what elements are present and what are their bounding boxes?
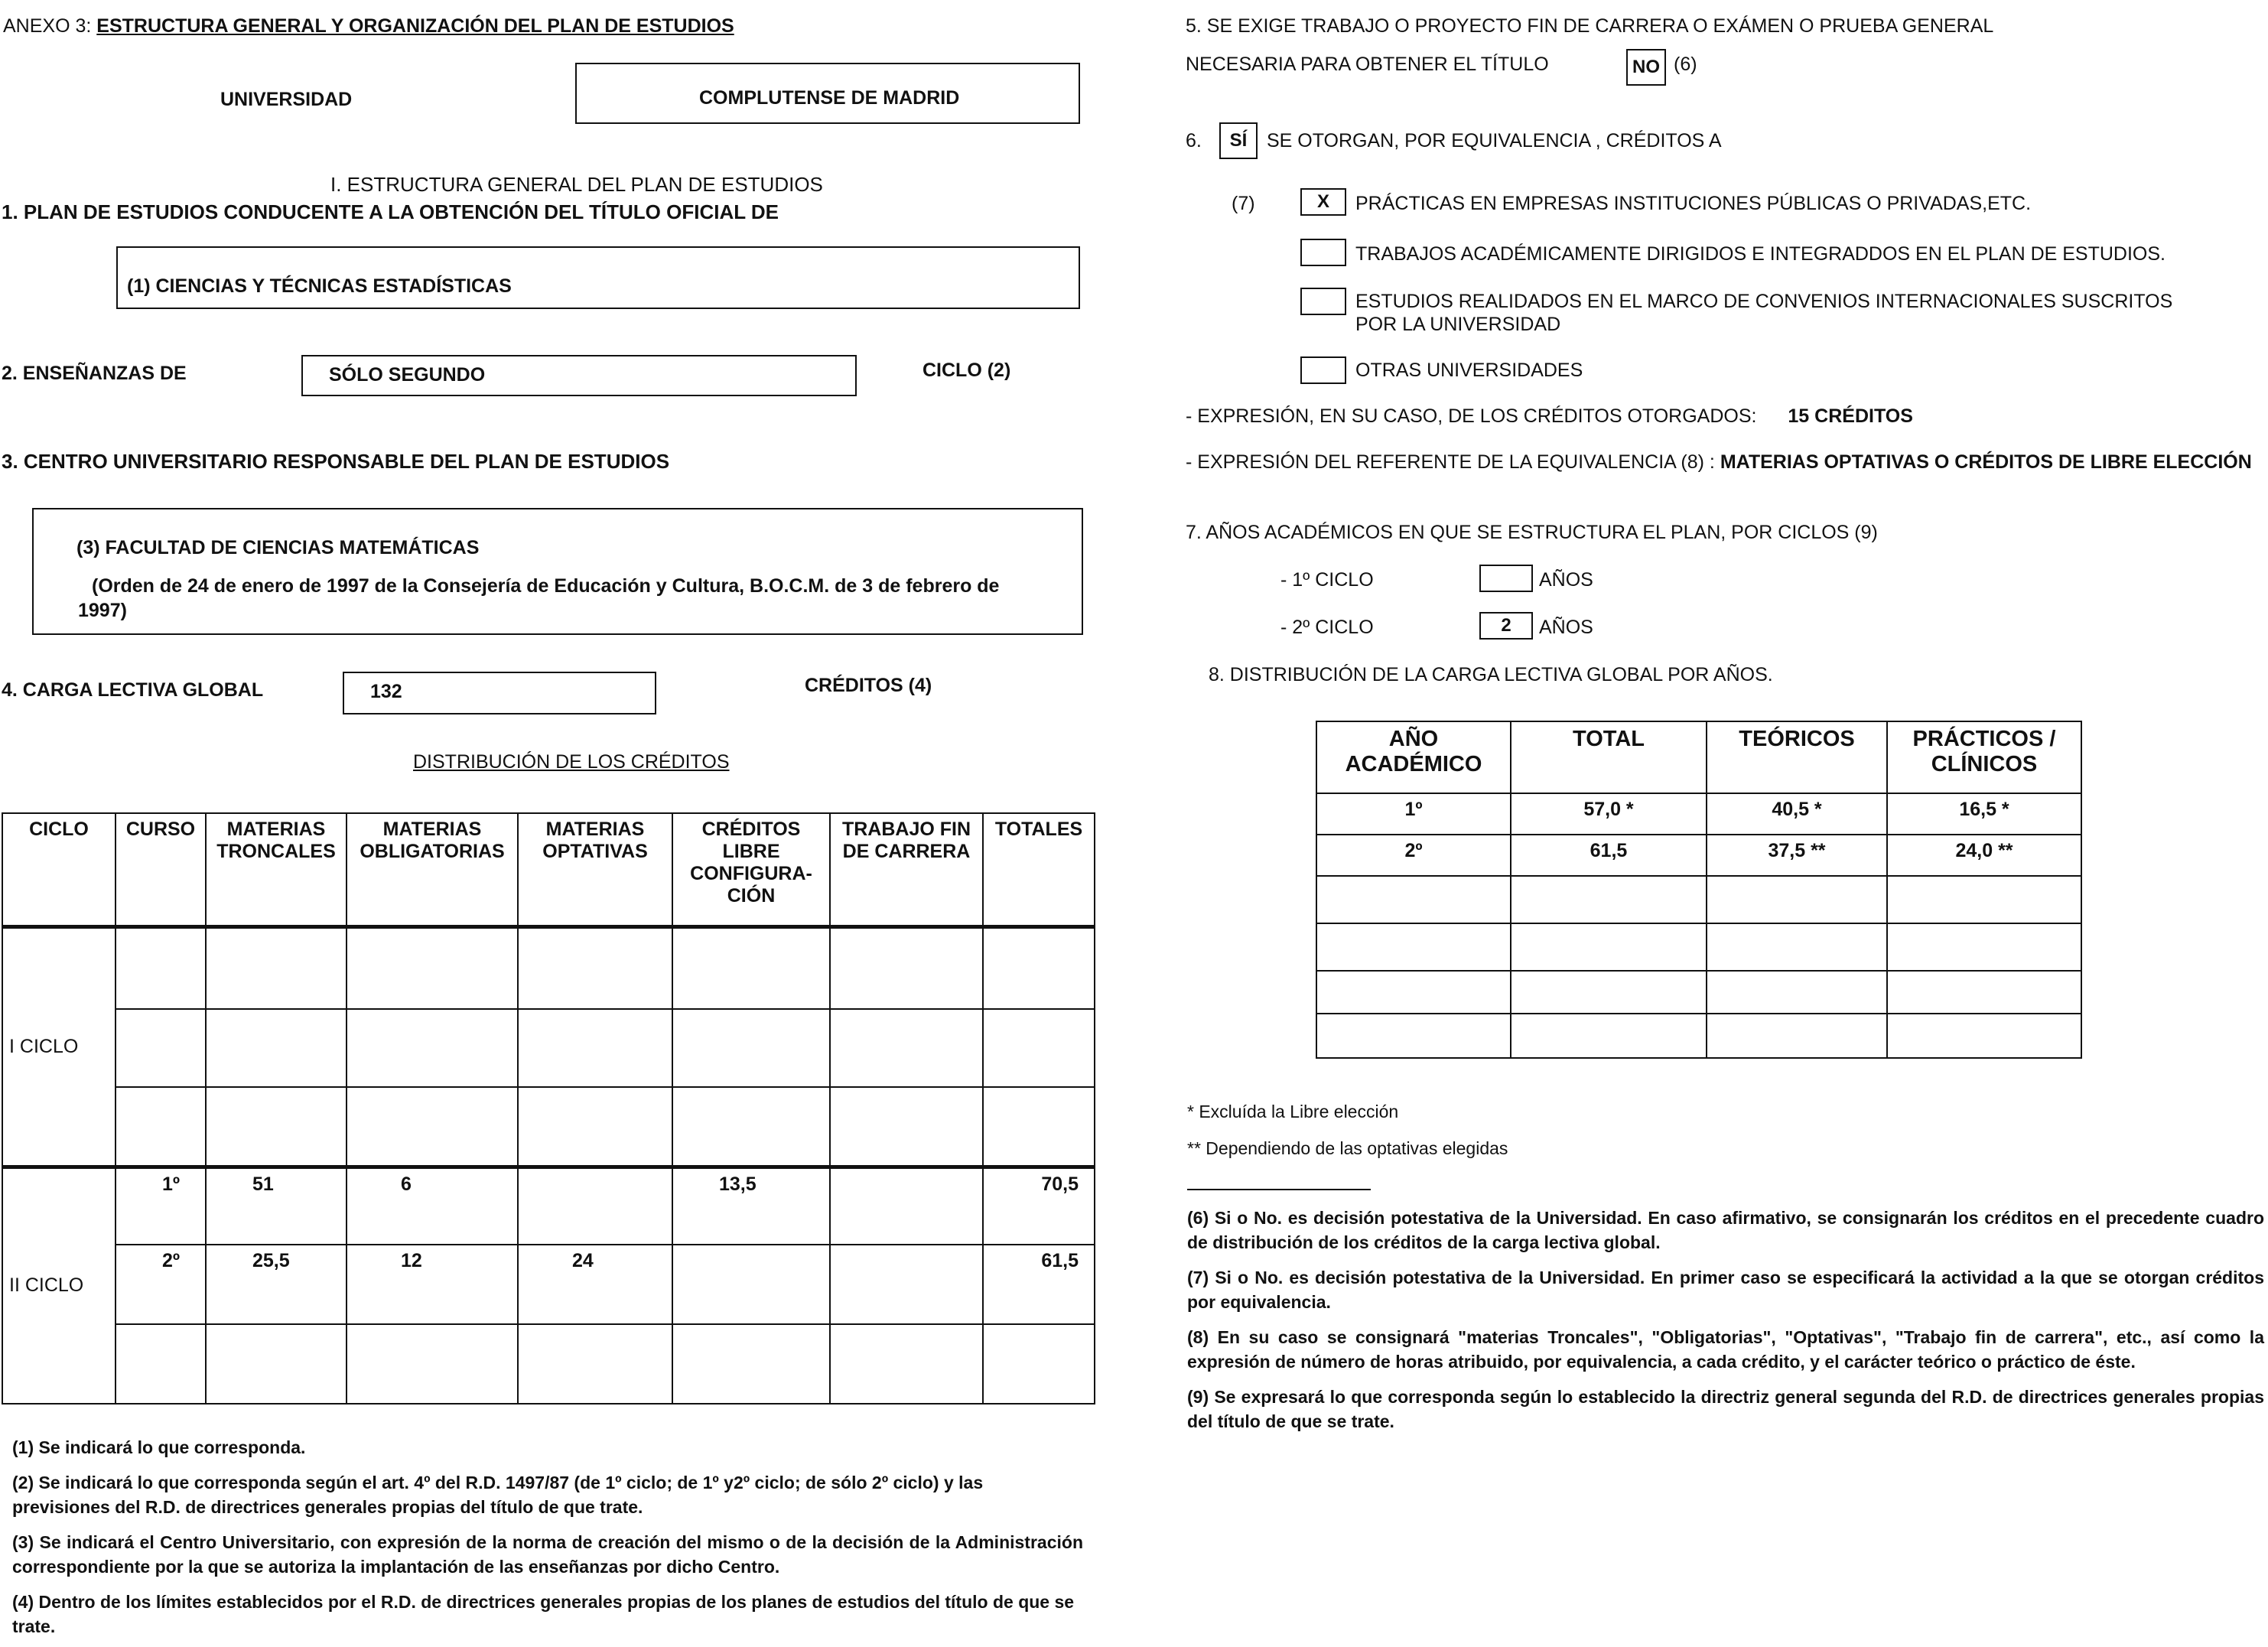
table-cell	[830, 1245, 983, 1324]
table-row	[2, 1324, 1095, 1404]
cycle1-years-box	[1479, 565, 1533, 592]
col-libre: CRÉDITOS LIBRE CONFIGURA-CIÓN	[672, 813, 830, 926]
footnote: (3) Se indicará el Centro Universitario, con expresión de la norma de creación del mismo o de la decisión de la Administración correspondiente por la que se autoriza la implantación de las enseñanzas por dicho Centro.	[12, 1532, 1083, 1577]
table-cell: 6	[347, 1167, 518, 1245]
table-cell: 51	[206, 1167, 347, 1245]
university-label: UNIVERSIDAD	[220, 89, 353, 110]
col-troncales: MATERIAS TRONCALES	[206, 813, 347, 926]
item2-suffix: CICLO (2)	[922, 360, 1011, 381]
option-checkbox[interactable]: X	[1300, 188, 1346, 216]
degree-box	[116, 246, 1080, 309]
years-unit: AÑOS	[1539, 617, 1593, 638]
center-line2: (Orden de 24 de enero de 1997 de la Consejería de Educación y Cultura, B.O.C.M. de 3 de febrero de	[92, 575, 1000, 597]
item6-num: 6.	[1186, 130, 1202, 151]
cycle2-label: - 2º CICLO	[1280, 617, 1374, 638]
annex-heading	[3, 15, 734, 37]
table-cell	[672, 1245, 830, 1324]
university-value: COMPLUTENSE DE MADRID	[699, 87, 960, 109]
cycle1-label: - 1º CICLO	[1280, 569, 1374, 591]
table-cell: 2º	[1316, 835, 1511, 876]
col-curso: CURSO	[116, 813, 206, 926]
option-label: OTRAS UNIVERSIDADES	[1355, 360, 1583, 381]
expr1-value: 15 CRÉDITOS	[1788, 405, 1913, 427]
table-cell: 24,0 **	[1887, 835, 2081, 876]
col-total: TOTAL	[1511, 721, 1707, 793]
table-cell: 57,0 *	[1511, 793, 1707, 835]
table-row	[1316, 1014, 2081, 1058]
center-line3: 1997)	[78, 600, 127, 621]
col-year: AÑO ACADÉMICO	[1316, 721, 1511, 793]
item5-answer-box: NO	[1626, 49, 1666, 86]
table-cell	[830, 1167, 983, 1245]
item1-label: 1. PLAN DE ESTUDIOS CONDUCENTE A LA OBTENCIÓN DEL TÍTULO OFICIAL DE	[2, 200, 779, 223]
option-label: PRÁCTICAS EN EMPRESAS INSTITUCIONES PÚBLICAS O PRIVADAS,ETC.	[1355, 193, 2032, 214]
years-header-row	[1316, 721, 2081, 793]
table-row	[1316, 793, 2081, 835]
footnote: (2) Se indicará lo que corresponda según el art. 4º del R.D. 1497/87 (de 1º ciclo; de 1º y2º ciclo; de sólo 2º ciclo) y las previsiones del R.D. de directrices generales propias del título de que trate.	[12, 1473, 984, 1517]
table-cell: 16,5 *	[1887, 793, 2081, 835]
item5-line1: 5. SE EXIGE TRABAJO O PROYECTO FIN DE CARRERA O EXÁMEN O PRUEBA GENERAL	[1186, 15, 1994, 37]
table-cell: 2º	[116, 1245, 206, 1324]
table-row	[2, 926, 1095, 1009]
expr2	[1186, 451, 2252, 474]
option-label: TRABAJOS ACADÉMICAMENTE DIRIGIDOS E INTEGRADDOS EN EL PLAN DE ESTUDIOS.	[1355, 243, 2166, 265]
item3-label: 3. CENTRO UNIVERSITARIO RESPONSABLE DEL PLAN DE ESTUDIOS	[2, 450, 670, 473]
table-cell: 24	[518, 1245, 672, 1324]
footnote: (4) Dentro de los límites establecidos por el R.D. de directrices generales propias de los planes de estudios del título de que se trate.	[12, 1592, 1075, 1636]
center-box	[32, 508, 1083, 635]
col-totales: TOTALES	[983, 813, 1095, 926]
table-row	[1316, 876, 2081, 923]
table-cell: 13,5	[672, 1167, 830, 1245]
col-theory: TEÓRICOS	[1707, 721, 1887, 793]
footnote-divider	[1187, 1189, 1371, 1190]
cycle-value: SÓLO SEGUNDO	[329, 364, 486, 386]
right-notes	[1187, 1206, 2264, 1434]
footnote: (6) Si o No. es decisión potestativa de la Universidad. En caso afirmativo, se consignarán los créditos en el precedente cuadro de distribución de los créditos de la carga lectiva global.	[1187, 1208, 2264, 1252]
table-row	[2, 1009, 1095, 1087]
col-ciclo: CICLO	[2, 813, 116, 926]
table-row	[1316, 971, 2081, 1014]
annex-title: ESTRUCTURA GENERAL Y ORGANIZACIÓN DEL PLAN DE ESTUDIOS	[96, 15, 734, 37]
footnote: (7) Si o No. es decisión potestativa de la Universidad. En primer caso se especificará la actividad a la que se otorgan créditos por equivalencia.	[1187, 1268, 2264, 1312]
load-box	[343, 672, 656, 714]
option-checkbox[interactable]	[1300, 356, 1346, 384]
col-practice: PRÁCTICOS / CLÍNICOS	[1887, 721, 2081, 793]
cycle1-cell: I CICLO	[2, 926, 116, 1167]
table-cell: 37,5 **	[1707, 835, 1887, 876]
cycle-box	[301, 355, 857, 396]
table-cell: 1º	[1316, 793, 1511, 835]
expr2-value: MATERIAS OPTATIVAS O CRÉDITOS DE LIBRE ELECCIÓN	[1720, 451, 2252, 473]
item2-label: 2. ENSEÑANZAS DE	[2, 363, 187, 384]
item4-label: 4. CARGA LECTIVA GLOBAL	[2, 679, 264, 701]
expr1-label: - EXPRESIÓN, EN SU CASO, DE LOS CRÉDITOS OTORGADOS:	[1186, 405, 1757, 427]
table-cell: 25,5	[206, 1245, 347, 1324]
col-optativas: MATERIAS OPTATIVAS	[518, 813, 672, 926]
footnote: (9) Se expresará lo que corresponda según lo establecido la directriz general segunda del R.D. de directrices generales propias del título de que se trate.	[1187, 1387, 2264, 1431]
item4-suffix: CRÉDITOS (4)	[805, 675, 932, 696]
table-cell: 70,5	[983, 1167, 1095, 1245]
item7-label: 7. AÑOS ACADÉMICOS EN QUE SE ESTRUCTURA EL PLAN, POR CICLOS (9)	[1186, 522, 1878, 543]
section-title: I. ESTRUCTURA GENERAL DEL PLAN DE ESTUDIOS	[330, 173, 823, 196]
table-cell: 61,5	[1511, 835, 1707, 876]
table-row	[1316, 923, 2081, 971]
expr2-label: - EXPRESIÓN DEL REFERENTE DE LA EQUIVALENCIA (8) :	[1186, 451, 1715, 473]
footnote: (8) En su caso se consignará "materias Troncales", "Obligatorias", "Optativas", "Trabajo fin de carrera", etc., así como la expresión de número de horas atribuido, por equivalencia, a cada crédito, y el carácter teórico o práctico de éste.	[1187, 1327, 2264, 1372]
asterisk-note: * Excluída la Libre elección	[1187, 1102, 1399, 1121]
table-cell	[518, 1167, 672, 1245]
item6-answer-box: SÍ	[1219, 122, 1258, 159]
item6-text: SE OTORGAN, POR EQUIVALENCIA , CRÉDITOS A	[1267, 130, 1722, 151]
expr1	[1186, 405, 1913, 428]
table-row	[2, 1245, 1095, 1324]
load-value: 132	[370, 681, 402, 702]
table-cell: 61,5	[983, 1245, 1095, 1324]
item5-line2: NECESARIA PARA OBTENER EL TÍTULO	[1186, 54, 1549, 75]
table-row	[1316, 835, 2081, 876]
credits-table	[2, 812, 1095, 1405]
option-checkbox[interactable]	[1300, 288, 1346, 315]
footnote: (1) Se indicará lo que corresponda.	[12, 1437, 306, 1457]
option-checkbox[interactable]	[1300, 239, 1346, 266]
credits-title: DISTRIBUCIÓN DE LOS CRÉDITOS	[413, 751, 730, 773]
university-box	[575, 63, 1080, 124]
annex-prefix: ANEXO 3:	[3, 15, 92, 37]
credits-header-row	[2, 813, 1095, 926]
degree-value: (1) CIENCIAS Y TÉCNICAS ESTADÍSTICAS	[127, 275, 512, 297]
table-row	[2, 1087, 1095, 1167]
item5-note: (6)	[1674, 54, 1697, 75]
col-trabajo: TRABAJO FIN DE CARRERA	[830, 813, 983, 926]
center-line1: (3) FACULTAD DE CIENCIAS MATEMÁTICAS	[76, 537, 480, 558]
left-notes	[12, 1435, 1083, 1639]
table-cell: 40,5 *	[1707, 793, 1887, 835]
item8-label: 8. DISTRIBUCIÓN DE LA CARGA LECTIVA GLOBAL POR AÑOS.	[1209, 664, 1773, 685]
option-label-cont: POR LA UNIVERSIDAD	[1355, 314, 1561, 335]
option-label: ESTUDIOS REALIDADOS EN EL MARCO DE CONVENIOS INTERNACIONALES SUSCRITOS	[1355, 291, 2173, 312]
years-table	[1316, 721, 2082, 1059]
table-row	[2, 1167, 1095, 1245]
cycle2-years-box: 2	[1479, 612, 1533, 640]
asterisk-note: ** Dependiendo de las optativas elegidas	[1187, 1138, 1508, 1158]
cycle2-cell: II CICLO	[2, 1167, 116, 1404]
table-cell: 12	[347, 1245, 518, 1324]
item6-ref: (7)	[1232, 193, 1255, 214]
col-obligatorias: MATERIAS OBLIGATORIAS	[347, 813, 518, 926]
table-cell: 1º	[116, 1167, 206, 1245]
years-unit: AÑOS	[1539, 569, 1593, 591]
